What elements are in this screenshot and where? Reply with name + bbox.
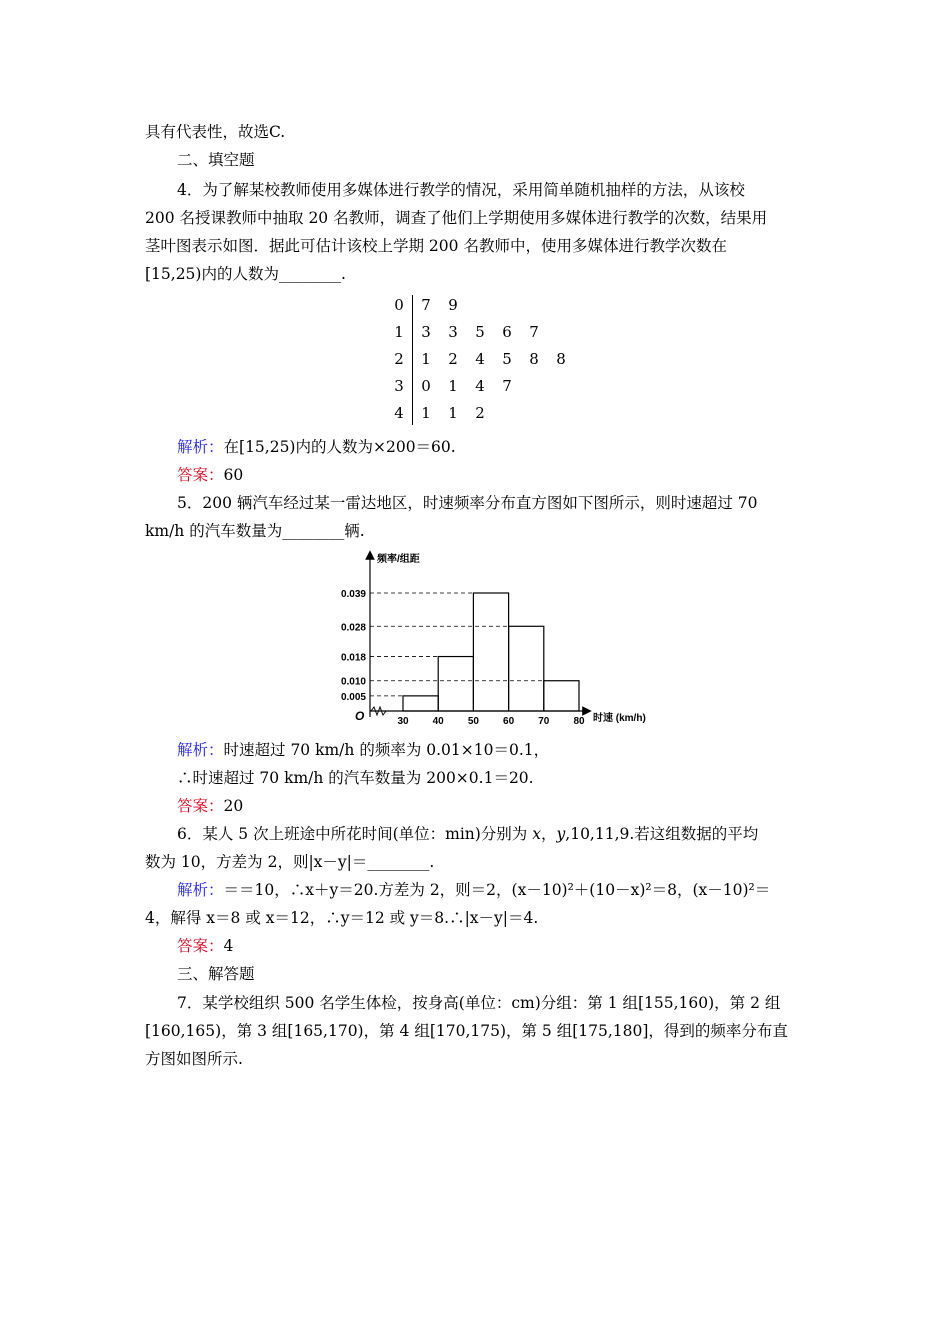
leaf-value: 7 xyxy=(421,296,431,314)
histogram-bar xyxy=(403,696,438,711)
leaf-value: 4 xyxy=(475,350,485,368)
y-tick-label: 0.005 xyxy=(340,691,366,703)
dashed-guides xyxy=(370,593,544,696)
question-6-line: 数为 10，方差为 2，则|x－y|＝________. xyxy=(145,853,435,871)
answer-5 xyxy=(177,796,243,816)
answer-6 xyxy=(177,936,233,956)
solution-6 xyxy=(177,880,770,900)
q6-text: 6．某人 5 次上班途中所花时间(单位：min)分别为 xyxy=(177,825,533,843)
y-tick-label: 0.039 xyxy=(340,589,366,600)
x-tick-label: 50 xyxy=(467,716,479,727)
leaf-value: 5 xyxy=(475,323,485,341)
y-tick-label: 0.018 xyxy=(340,652,366,664)
question-4-line: 4．为了解某校教师使用多媒体进行教学的情况，采用简单随机抽样的方法，从该校 xyxy=(177,181,745,199)
question-7-line: 方图如图所示. xyxy=(145,1050,243,1068)
solution-text: 时速超过 70 km/h 的频率为 0.01×10＝0.1， xyxy=(223,741,550,759)
question-7-line: 7．某学校组织 500 名学生体检，按身高(单位：cm)分组：第 1 组[155,160)，第 2 组 xyxy=(177,994,781,1012)
leaf-value: 1 xyxy=(448,377,458,395)
var-x: x xyxy=(532,825,541,843)
frequency-histogram xyxy=(335,547,665,732)
stem-value: 3 xyxy=(394,377,404,395)
answer-4 xyxy=(177,465,243,485)
leaf-value: 3 xyxy=(448,323,458,341)
x-tick-label: 70 xyxy=(538,716,550,727)
x-tick-label: 40 xyxy=(432,716,444,727)
question-6-line xyxy=(177,824,758,844)
leaf-value: 1 xyxy=(448,404,458,422)
leaf-value: 8 xyxy=(556,350,566,368)
var-y: y xyxy=(556,825,566,843)
section-heading-fill-blank: 二、填空题 xyxy=(177,151,255,169)
histogram-bar xyxy=(509,626,544,711)
y-tick-labels xyxy=(341,589,366,703)
leaf-value: 9 xyxy=(448,296,458,314)
histogram-bar xyxy=(544,681,579,711)
answer-text: 60 xyxy=(223,466,244,484)
x-axis-label: 时速 (km/h) xyxy=(593,713,646,724)
solution-5 xyxy=(177,740,549,760)
x-tick-label: 60 xyxy=(503,716,515,727)
x-tick-label: 80 xyxy=(573,716,585,727)
x-tick-labels xyxy=(397,716,585,727)
solution-text: ＝＝10，∴x＋y＝20.方差为 2，则＝2，(x－10)²＋(10－x)²＝8，(x－10)²＝ xyxy=(223,881,771,899)
x-tick-label: 30 xyxy=(397,716,409,727)
y-axis-label: 频率/组距 xyxy=(377,554,420,565)
solution-4 xyxy=(177,437,456,457)
leaf-value: 7 xyxy=(502,377,512,395)
stem-value: 4 xyxy=(394,404,404,422)
stem-leaf-row xyxy=(376,292,606,319)
question-5-line: 5．200 辆汽车经过某一雷达地区，时速频率分布直方图如下图所示，则时速超过 70 xyxy=(177,494,758,512)
stem-leaf-plot xyxy=(376,292,606,428)
text-line: 具有代表性，故选C. xyxy=(145,123,286,141)
question-4-line: [15,25)内的人数为________. xyxy=(145,265,346,283)
histogram-bar xyxy=(438,657,473,711)
q6-text: ,10,11,9.若这组数据的平均 xyxy=(565,825,759,843)
solution-6-line: 4，解得 x＝8 或 x＝12，∴y＝12 或 y＝8.∴|x－y|＝4. xyxy=(145,909,539,927)
question-5-line: km/h 的汽车数量为________辆. xyxy=(145,522,365,540)
leaf-value: 2 xyxy=(475,404,485,422)
solution-5-line: ∴时速超过 70 km/h 的汽车数量为 200×0.1＝20. xyxy=(177,769,534,787)
answer-label: 答案： xyxy=(177,466,224,484)
stem-leaf-row xyxy=(376,400,606,427)
leaf-value: 0 xyxy=(421,377,431,395)
question-4-line: 茎叶图表示如图．据此可估计该校上学期 200 名教师中，使用多媒体进行教学次数在 xyxy=(145,237,727,255)
leaf-value: 1 xyxy=(421,404,431,422)
q6-text: ， xyxy=(541,825,557,843)
leaf-value: 8 xyxy=(529,350,539,368)
question-7-line: [160,165)，第 3 组[165,170)，第 4 组[170,175)，第 5 组[175,180]，得到的频率分布直 xyxy=(145,1022,788,1040)
leaf-value: 7 xyxy=(529,323,539,341)
stem-leaf-row xyxy=(376,373,606,400)
section-heading-solve: 三、解答题 xyxy=(177,965,255,983)
solution-label: 解析： xyxy=(177,881,224,899)
y-tick-label: 0.010 xyxy=(340,676,366,688)
origin-label: O xyxy=(355,709,365,723)
solution-label: 解析： xyxy=(177,741,224,759)
leaf-value: 3 xyxy=(421,323,431,341)
question-4-line: 200 名授课教师中抽取 20 名教师，调查了他们上学期使用多媒体进行教学的次数，结果用 xyxy=(145,209,768,227)
solution-label: 解析： xyxy=(177,438,224,456)
stem-value: 0 xyxy=(394,296,404,314)
leaf-value: 2 xyxy=(448,350,458,368)
leaf-value: 1 xyxy=(421,350,431,368)
histogram-bar xyxy=(473,593,508,711)
stem-leaf-row xyxy=(376,319,606,346)
leaf-value: 4 xyxy=(475,377,485,395)
answer-label: 答案： xyxy=(177,797,224,815)
leaf-value: 6 xyxy=(502,323,512,341)
answer-label: 答案： xyxy=(177,937,224,955)
leaf-value: 5 xyxy=(502,350,512,368)
answer-text: 4 xyxy=(223,937,234,955)
stem-leaf-row xyxy=(376,346,606,373)
solution-text: 在[15,25)内的人数为×200＝60. xyxy=(223,438,456,456)
histogram-bars xyxy=(403,593,579,711)
stem-value: 1 xyxy=(394,323,404,341)
stem-value: 2 xyxy=(394,350,404,368)
y-tick-label: 0.028 xyxy=(340,622,366,634)
answer-text: 20 xyxy=(223,797,244,815)
